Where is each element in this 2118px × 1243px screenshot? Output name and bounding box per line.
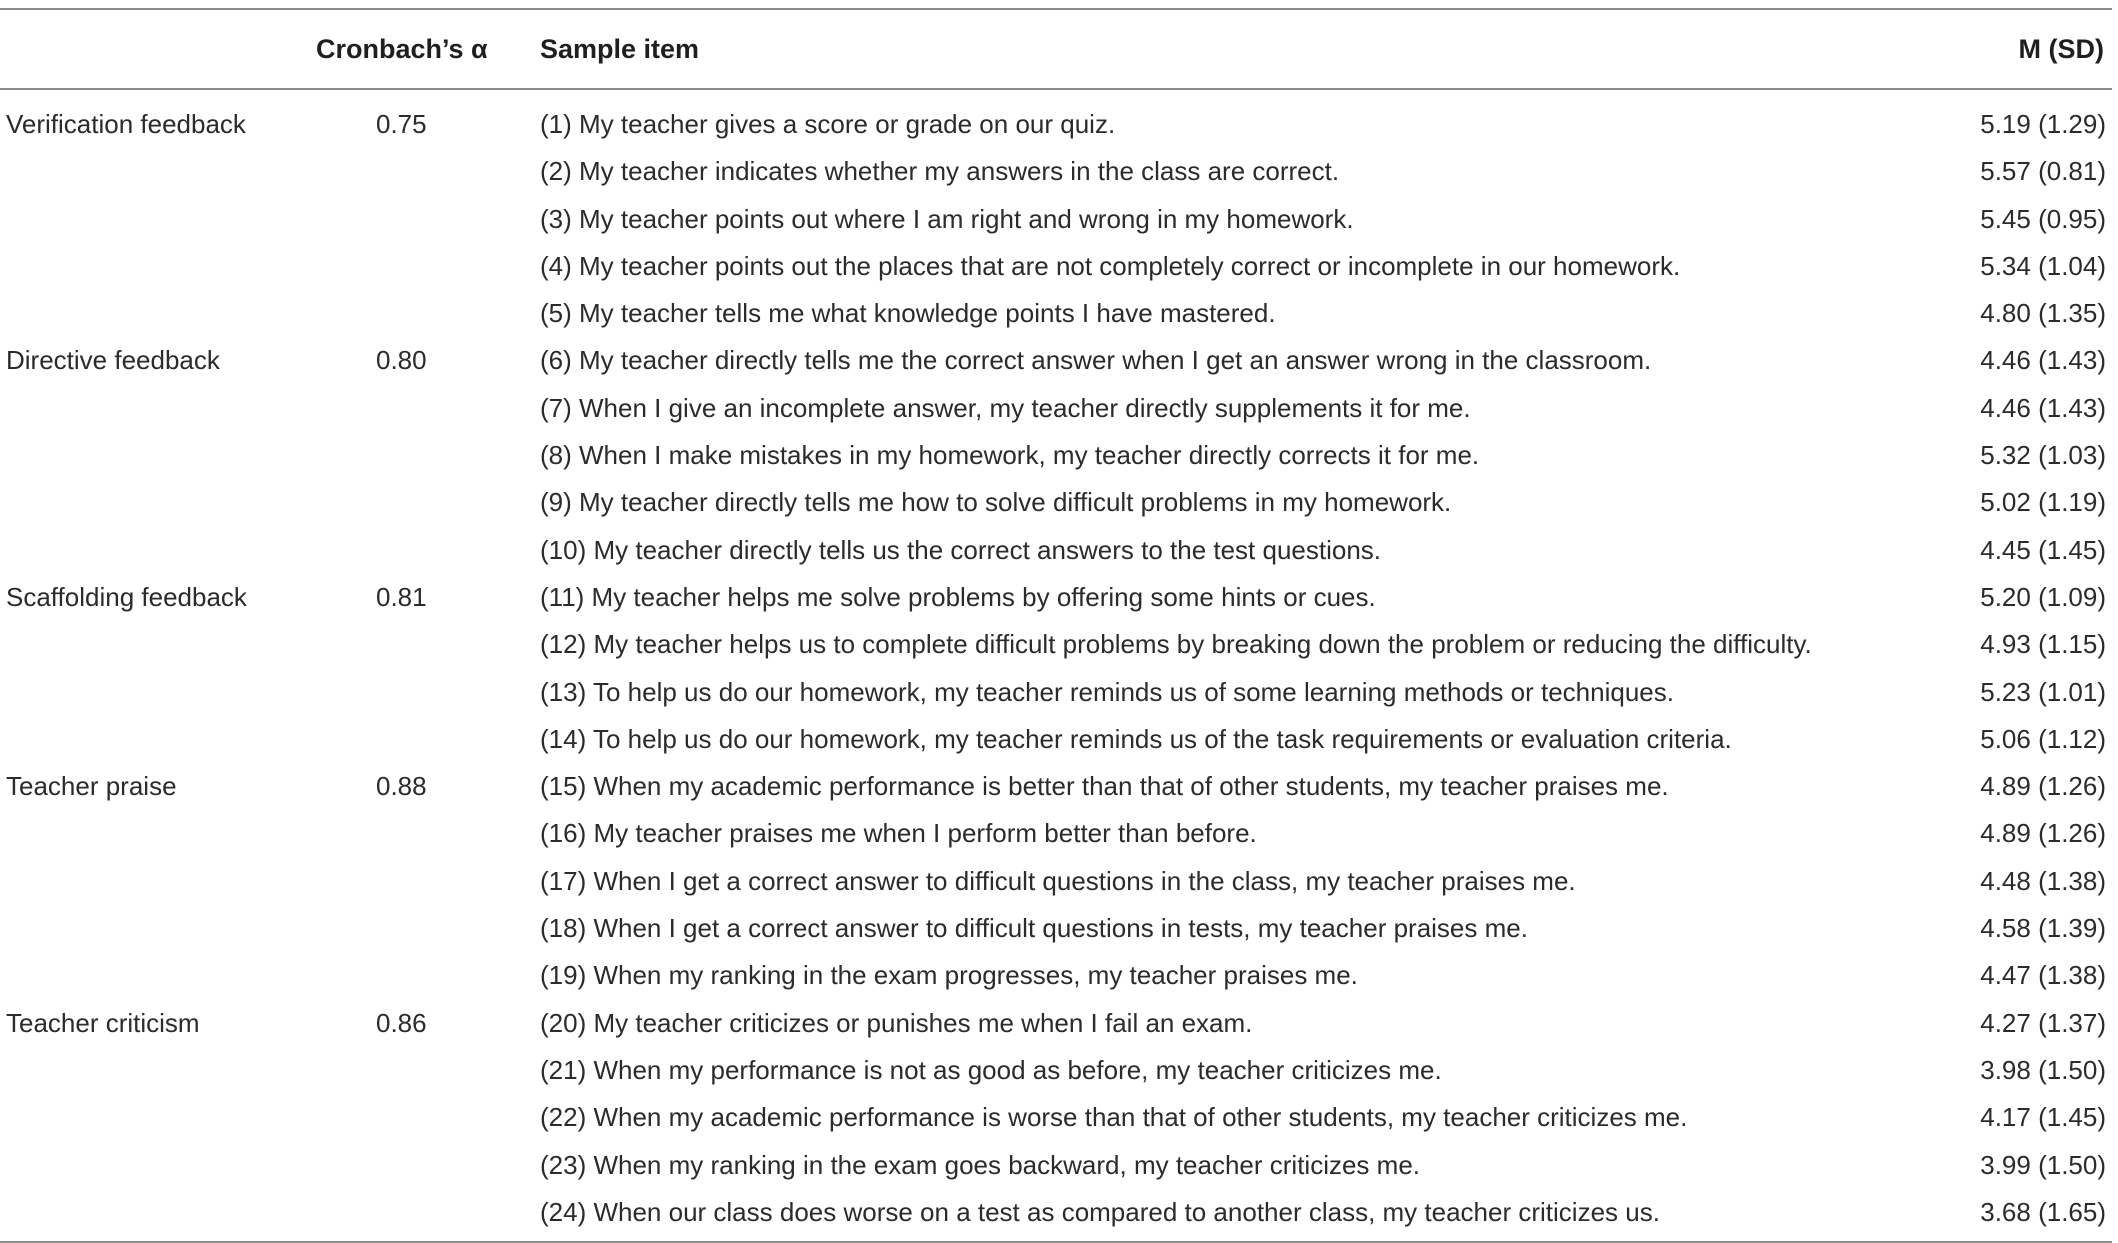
- sample-item-cell: (7) When I give an incomplete answer, my teacher directly supplements it for me.: [540, 392, 1471, 423]
- mean-sd-cell: 4.89 (1.26): [1980, 771, 2106, 802]
- mean-sd-cell: 4.58 (1.39): [1980, 913, 2106, 944]
- mean-sd-cell: 5.02 (1.19): [1980, 487, 2106, 518]
- scale-cell: Teacher praise: [6, 771, 177, 802]
- mean-sd-cell: 4.27 (1.37): [1980, 1007, 2106, 1038]
- table-row: [0, 336, 2112, 383]
- alpha-cell: 0.80: [376, 345, 427, 376]
- table-row: [0, 1188, 2112, 1235]
- sample-item-cell: (23) When my ranking in the exam goes backward, my teacher criticizes me.: [540, 1149, 1421, 1180]
- mean-sd-cell: 5.32 (1.03): [1980, 440, 2106, 471]
- table-row: [0, 620, 2112, 667]
- mean-sd-cell: 4.17 (1.45): [1980, 1102, 2106, 1133]
- sample-item-cell: (14) To help us do our homework, my teacher reminds us of the task requirements or evaluation criteria.: [540, 723, 1732, 754]
- table-row: [0, 1046, 2112, 1093]
- sample-item-cell: (24) When our class does worse on a test as compared to another class, my teacher criticizes us.: [540, 1196, 1660, 1227]
- sample-item-cell: (15) When my academic performance is better than that of other students, my teacher praises me.: [540, 771, 1669, 802]
- mean-sd-cell: 3.68 (1.65): [1980, 1196, 2106, 1227]
- mean-sd-cell: 4.48 (1.38): [1980, 865, 2106, 896]
- mean-sd-cell: 3.98 (1.50): [1980, 1054, 2106, 1085]
- mean-sd-cell: 4.89 (1.26): [1980, 818, 2106, 849]
- sample-item-cell: (19) When my ranking in the exam progresses, my teacher praises me.: [540, 960, 1358, 991]
- sample-item-cell: (22) When my academic performance is worse than that of other students, my teacher criticizes me.: [540, 1102, 1688, 1133]
- sample-item-cell: (16) My teacher praises me when I perform better than before.: [540, 818, 1257, 849]
- table-row: [0, 289, 2112, 336]
- sample-item-cell: (2) My teacher indicates whether my answers in the class are correct.: [540, 156, 1340, 187]
- table-header: [0, 10, 2112, 88]
- sample-item-cell: (10) My teacher directly tells us the correct answers to the test questions.: [540, 534, 1382, 565]
- alpha-cell: 0.88: [376, 771, 427, 802]
- alpha-cell: 0.75: [376, 109, 427, 139]
- sample-item-cell: (17) When I get a correct answer to difficult questions in the class, my teacher praises me.: [540, 865, 1576, 896]
- mean-sd-cell: 4.45 (1.45): [1980, 534, 2106, 565]
- mean-sd-cell: 5.19 (1.29): [1980, 109, 2106, 139]
- alpha-cell: 0.86: [376, 1007, 427, 1038]
- table-body: [0, 100, 2112, 1235]
- table-row: [0, 573, 2112, 620]
- mean-sd-cell: 4.47 (1.38): [1980, 960, 2106, 991]
- header-mean-sd: M (SD): [2018, 34, 2104, 64]
- table-row: [0, 951, 2112, 998]
- mean-sd-cell: 4.80 (1.35): [1980, 298, 2106, 329]
- table-row: [0, 242, 2112, 289]
- table-row: [0, 1141, 2112, 1188]
- table-row: [0, 668, 2112, 715]
- scale-cell: Scaffolding feedback: [6, 581, 247, 612]
- table-row: [0, 526, 2112, 573]
- sample-item-cell: (8) When I make mistakes in my homework, my teacher directly corrects it for me.: [540, 440, 1480, 471]
- mean-sd-cell: 5.45 (0.95): [1980, 203, 2106, 234]
- header-sample-item: Sample item: [540, 34, 700, 64]
- header-cronbach-alpha: Cronbach’s α: [316, 34, 488, 64]
- table-row: [0, 147, 2112, 194]
- mean-sd-cell: 5.34 (1.04): [1980, 250, 2106, 281]
- sample-item-cell: (12) My teacher helps us to complete difficult problems by breaking down the problem or reducing the difficulty.: [540, 629, 1812, 660]
- table-row: [0, 715, 2112, 762]
- sample-item-cell: (20) My teacher criticizes or punishes me when I fail an exam.: [540, 1007, 1253, 1038]
- alpha-cell: 0.81: [376, 581, 427, 612]
- table-row: [0, 904, 2112, 951]
- mean-sd-cell: 5.57 (0.81): [1980, 156, 2106, 187]
- table-row: [0, 857, 2112, 904]
- scale-cell: Directive feedback: [6, 345, 220, 376]
- mean-sd-cell: 5.23 (1.01): [1980, 676, 2106, 707]
- table-row: [0, 1093, 2112, 1140]
- table-row: [0, 384, 2112, 431]
- sample-item-cell: (9) My teacher directly tells me how to solve difficult problems in my homework.: [540, 487, 1452, 518]
- mean-sd-cell: 4.46 (1.43): [1980, 345, 2106, 376]
- mean-sd-cell: 3.99 (1.50): [1980, 1149, 2106, 1180]
- sample-item-cell: (5) My teacher tells me what knowledge points I have mastered.: [540, 298, 1276, 329]
- sample-item-cell: (3) My teacher points out where I am right and wrong in my homework.: [540, 203, 1354, 234]
- scale-cell: Teacher criticism: [6, 1007, 200, 1038]
- measures-table: [0, 8, 2112, 1243]
- mean-sd-cell: 5.20 (1.09): [1980, 581, 2106, 612]
- mean-sd-cell: 4.46 (1.43): [1980, 392, 2106, 423]
- mean-sd-cell: 5.06 (1.12): [1980, 723, 2106, 754]
- sample-item-cell: (11) My teacher helps me solve problems by offering some hints or cues.: [540, 581, 1376, 612]
- table-row: [0, 431, 2112, 478]
- sample-item-cell: (21) When my performance is not as good as before, my teacher criticizes me.: [540, 1054, 1442, 1085]
- sample-item-cell: (13) To help us do our homework, my teacher reminds us of some learning methods or techniques.: [540, 676, 1674, 707]
- table-row: [0, 999, 2112, 1046]
- scale-cell: Verification feedback: [6, 109, 246, 139]
- sample-item-cell: (4) My teacher points out the places that are not completely correct or incomplete in our homework.: [540, 250, 1681, 281]
- table-row: [0, 809, 2112, 856]
- table-row: [0, 195, 2112, 242]
- table-row: [0, 478, 2112, 525]
- sample-item-cell: (18) When I get a correct answer to difficult questions in tests, my teacher praises me.: [540, 913, 1528, 944]
- mean-sd-cell: 4.93 (1.15): [1980, 629, 2106, 660]
- table-row: [0, 762, 2112, 809]
- table-row: [0, 100, 2112, 147]
- sample-item-cell: (6) My teacher directly tells me the correct answer when I get an answer wrong in the classroom.: [540, 345, 1652, 376]
- sample-item-cell: (1) My teacher gives a score or grade on our quiz.: [540, 109, 1116, 139]
